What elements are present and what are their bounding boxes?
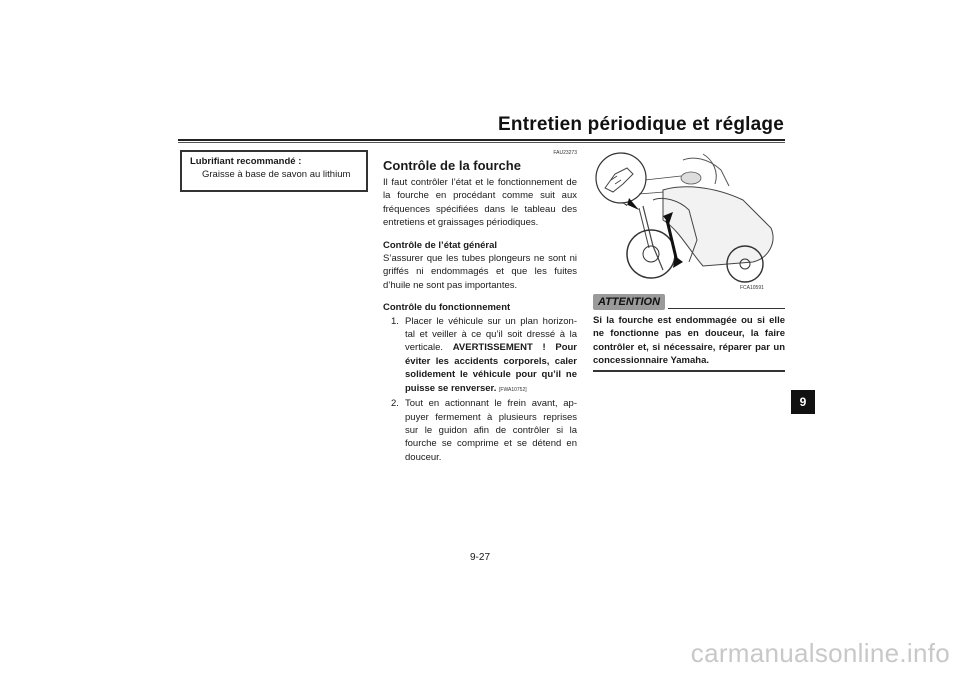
step-1 — [391, 315, 577, 397]
lubricant-value: Graisse à base de savon au lithium — [202, 169, 351, 180]
attention-rule — [668, 308, 785, 309]
watermark: carmanualsonline.info — [690, 638, 950, 668]
attention-end-rule — [593, 370, 785, 372]
attention-text: Si la fourche est endommagée ou si elle ne fonctionne pas en douceur, la faire contrôler et, si nécessaire, réparer par un concessionnaire Yamaha. — [593, 315, 785, 367]
header-rule — [178, 139, 785, 141]
step-text: Placer le véhicule sur un plan horizon- tal et veiller à ce qu’il soit dressé à la verticale. — [405, 315, 577, 354]
section-code: FAU23273 — [553, 150, 577, 156]
general-check-title: Contrôle de l’état général — [383, 239, 498, 251]
step-text: Tout en actionnant le frein avant, ap- puyer fermement à plusieurs reprises sur le guidon afin de contrôler si la fourche se comprime et se détend en douceur. — [405, 398, 577, 463]
lubricant-label: Lubrifiant recommandé : — [190, 156, 302, 167]
function-check-title: Contrôle du fonctionnement — [383, 302, 511, 314]
fork-section — [383, 150, 577, 464]
warning-code: [FWA10752] — [499, 386, 527, 393]
step-body — [405, 315, 577, 397]
figure-code: FCA10591 — [740, 285, 764, 291]
step-number: 1. — [391, 315, 399, 327]
general-check-text: S’assurer que les tubes plongeurs ne sont ni griffés ni endommagés et que les fuites d’huile ne sont pas importantes. — [383, 253, 577, 291]
attention-tag: ATTENTION — [593, 294, 665, 310]
page-number: 9-27 — [469, 552, 490, 563]
chapter-tab: 9 — [791, 390, 815, 414]
section-intro: Il faut contrôler l’état et le fonctionnement de la fourche en procédant comme suit aux fréquences spécifiées dans le tableau des entretiens et graissages périodiques. — [383, 177, 577, 229]
page-title: Entretien périodique et réglage — [498, 114, 784, 135]
step-2 — [391, 397, 577, 464]
step-warning: AVERTISSEMENT ! Pour éviter les accidents corporels, caler solidement le véhicule pour qu’il ne puisse se renverser. — [405, 342, 578, 394]
scooter-illustration-svg — [593, 150, 785, 285]
scooter-fork-check-illustration — [593, 150, 785, 285]
section-title: Contrôle de la fourche — [383, 158, 521, 173]
lubricant-box — [180, 150, 368, 192]
header-rule-thin — [178, 142, 785, 143]
step-number: 2. — [391, 398, 399, 410]
